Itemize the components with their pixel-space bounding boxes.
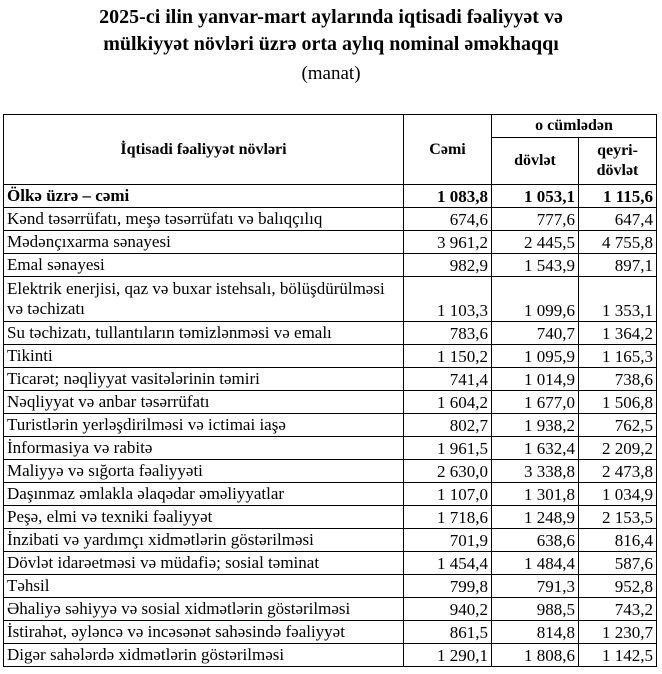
row-total: 799,8 [404, 575, 492, 598]
row-name: Ölkə üzrə – cəmi [4, 185, 404, 208]
row-nonstate: 1 506,8 [579, 391, 657, 414]
row-state: 638,6 [492, 529, 579, 552]
table-row [4, 598, 657, 621]
row-total: 1 454,4 [404, 552, 492, 575]
row-nonstate: 4 755,8 [579, 231, 657, 254]
table-row [4, 277, 657, 322]
row-nonstate: 1 115,6 [579, 185, 657, 208]
row-total: 1 103,3 [404, 277, 492, 322]
row-total: 674,6 [404, 208, 492, 231]
row-name: İstirahət, əyləncə və incəsənət sahəsində fəaliyyət [4, 621, 404, 644]
document-title [0, 4, 662, 58]
table-row [4, 483, 657, 506]
row-total: 741,4 [404, 368, 492, 391]
unit-label: (manat) [301, 63, 361, 84]
row-nonstate: 1 230,7 [579, 621, 657, 644]
table-row [4, 345, 657, 368]
row-name: Dövlət idarəetməsi və müdafiə; sosial təminat [4, 552, 404, 575]
row-name: İnformasiya və rabitə [4, 437, 404, 460]
row-nonstate: 816,4 [579, 529, 657, 552]
table-row [4, 644, 657, 667]
header-group: o cümlədən [492, 115, 657, 138]
row-nonstate: 738,6 [579, 368, 657, 391]
wage-table [3, 114, 657, 667]
row-state: 740,7 [492, 322, 579, 345]
row-total: 2 630,0 [404, 460, 492, 483]
table-row [4, 322, 657, 345]
row-name: Emal sənayesi [4, 254, 404, 277]
row-total: 1 150,2 [404, 345, 492, 368]
header-state: dövlət [492, 138, 579, 185]
table-row [4, 529, 657, 552]
row-state: 1 248,9 [492, 506, 579, 529]
header-activity: İqtisadi fəaliyyət növləri [4, 115, 404, 185]
row-name: İnzibati və yardımçı xidmətlərin göstərilməsi [4, 529, 404, 552]
row-name: Kənd təsərrüfatı, meşə təsərrüfatı və balıqçılıq [4, 208, 404, 231]
row-nonstate: 1 353,1 [579, 277, 657, 322]
row-total: 1 290,1 [404, 644, 492, 667]
row-state: 1 053,1 [492, 185, 579, 208]
row-total: 3 961,2 [404, 231, 492, 254]
row-nonstate: 897,1 [579, 254, 657, 277]
row-state: 2 445,5 [492, 231, 579, 254]
row-nonstate: 762,5 [579, 414, 657, 437]
row-state: 988,5 [492, 598, 579, 621]
row-nonstate: 2 473,8 [579, 460, 657, 483]
table-row [4, 208, 657, 231]
row-state: 1 095,9 [492, 345, 579, 368]
row-state: 1 938,2 [492, 414, 579, 437]
row-state: 1 677,0 [492, 391, 579, 414]
row-state: 1 301,8 [492, 483, 579, 506]
table-row [4, 391, 657, 414]
row-total: 1 718,6 [404, 506, 492, 529]
row-name: Su təchizatı, tullantıların təmizlənməsi və emalı [4, 322, 404, 345]
table-row [4, 414, 657, 437]
row-name: Daşınmaz əmlakla əlaqədar əməliyyatlar [4, 483, 404, 506]
row-nonstate: 1 165,3 [579, 345, 657, 368]
row-state: 1 484,4 [492, 552, 579, 575]
row-state: 1 632,4 [492, 437, 579, 460]
row-state: 1 099,6 [492, 277, 579, 322]
table-row [4, 368, 657, 391]
table-row [4, 185, 657, 208]
row-nonstate: 647,4 [579, 208, 657, 231]
table-row [4, 552, 657, 575]
row-total: 861,5 [404, 621, 492, 644]
row-total: 1 107,0 [404, 483, 492, 506]
row-total: 940,2 [404, 598, 492, 621]
row-total: 1 961,5 [404, 437, 492, 460]
row-name: Nəqliyyat və anbar təsərrüfatı [4, 391, 404, 414]
title-line-2: mülkiyyət növləri üzrə orta aylıq nominal əməkhaqqı [103, 33, 559, 55]
table-body [4, 185, 657, 667]
row-name: Mədənçıxarma sənayesi [4, 231, 404, 254]
row-nonstate: 587,6 [579, 552, 657, 575]
row-total: 1 083,8 [404, 185, 492, 208]
row-name: Turistlərin yerləşdirilməsi və ictimai iaşə [4, 414, 404, 437]
table-row [4, 254, 657, 277]
title-line-1: 2025-ci ilin yanvar-mart aylarında iqtisadi fəaliyyət və [99, 6, 563, 28]
row-state: 1 014,9 [492, 368, 579, 391]
row-total: 982,9 [404, 254, 492, 277]
row-name: Ticarət; nəqliyyat vasitələrinin təmiri [4, 368, 404, 391]
row-nonstate: 1 034,9 [579, 483, 657, 506]
row-state: 1 543,9 [492, 254, 579, 277]
table-row [4, 437, 657, 460]
row-total: 701,9 [404, 529, 492, 552]
row-nonstate: 1 142,5 [579, 644, 657, 667]
row-nonstate: 743,2 [579, 598, 657, 621]
row-nonstate: 952,8 [579, 575, 657, 598]
table-row [4, 575, 657, 598]
row-name: Tikinti [4, 345, 404, 368]
row-nonstate: 1 364,2 [579, 322, 657, 345]
row-state: 1 808,6 [492, 644, 579, 667]
row-name: Maliyyə və sığorta fəaliyyəti [4, 460, 404, 483]
row-state: 3 338,8 [492, 460, 579, 483]
row-total: 802,7 [404, 414, 492, 437]
table-row [4, 621, 657, 644]
header-total: Cəmi [404, 115, 492, 185]
table-row [4, 460, 657, 483]
row-state: 777,6 [492, 208, 579, 231]
row-name: Əhaliyə səhiyyə və sosial xidmətlərin göstərilməsi [4, 598, 404, 621]
row-name: Digər sahələrdə xidmətlərin göstərilməsi [4, 644, 404, 667]
table-row [4, 231, 657, 254]
row-nonstate: 2 153,5 [579, 506, 657, 529]
table-row [4, 506, 657, 529]
row-name: Elektrik enerjisi, qaz və buxar istehsalı, bölüşdürülməsi və təchizatı [4, 277, 404, 322]
row-name: Peşə, elmi və texniki fəaliyyət [4, 506, 404, 529]
row-state: 814,8 [492, 621, 579, 644]
row-total: 1 604,2 [404, 391, 492, 414]
row-state: 791,3 [492, 575, 579, 598]
row-total: 783,6 [404, 322, 492, 345]
header-nonstate: qeyri-dövlət [579, 138, 657, 185]
row-name: Təhsil [4, 575, 404, 598]
row-nonstate: 2 209,2 [579, 437, 657, 460]
